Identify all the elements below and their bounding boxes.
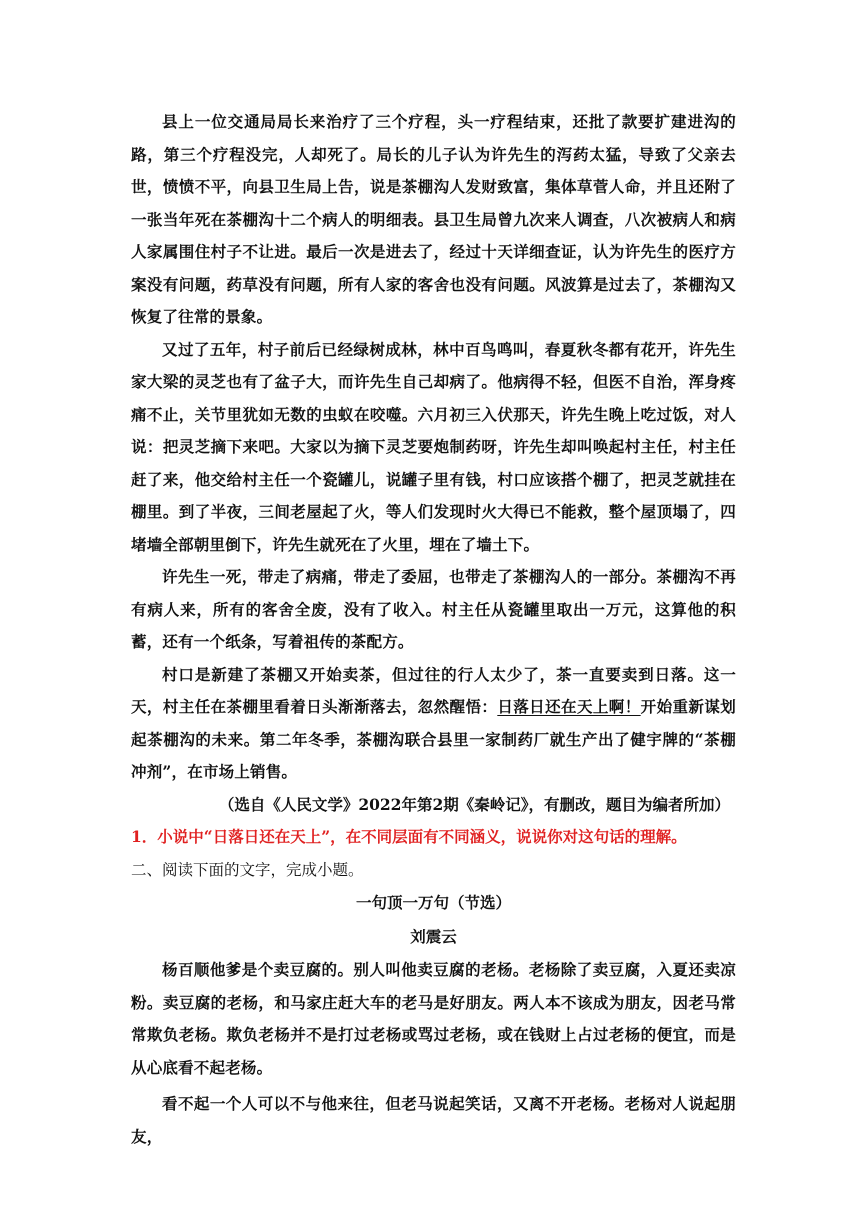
question-1: 1．小说中“日落日还在天上”，在不同层面有不同涵义，说说你对这句话的理解。	[131, 827, 687, 846]
document-body	[131, 106, 736, 1153]
paragraph-4-text-before: 村口是新建了茶棚又开始卖茶，但过往的行人太少了，茶一直要卖到日落。这一天，村主任在茶棚里看着日头渐渐落去，忽然醒悟：	[131, 664, 736, 716]
underlined-key-sentence: 日落日还在天上啊！	[497, 697, 641, 716]
story2-author: 刘震云	[410, 927, 457, 946]
story1-paragraph-2: 又过了五年，村子前后已经绿树成林，林中百鸟鸣叫，春夏秋冬都有花开，许先生家大梁的灵芝也有了盆子大，而许先生自己却病了。他病得不轻，但医不自治，浑身疼痛不止，关节里犹如无数的虫蚁在咬噬。六月初三入伏那天，许先生晚上吃过饭，对人说：把灵芝摘下来吧。大家以为摘下灵芝要炮制药呀，许先生却叫唤起村主任，村主任赶了来，他交给村主任一个瓷罐儿，说罐子里有钱，村口应该搭个棚了，把灵芝就挂在棚里。到了半夜，三间老屋起了火，等人们发现时火大得已不能救，整个屋顶塌了，四堵墙全部朝里倒下，许先生就死在了火里，埋在了墙土下。	[131, 339, 736, 554]
story2-paragraph-1: 杨百顺他爹是个卖豆腐的。别人叫他卖豆腐的老杨。老杨除了卖豆腐，入夏还卖凉粉。卖豆腐的老杨，和马家庄赶大车的老马是好朋友。两人本不该成为朋友，因老马常常欺负老杨。欺负老杨并不是打过老杨或骂过老杨，或在钱财上占过老杨的便宜，而是从心底看不起老杨。	[131, 960, 736, 1077]
story1-paragraph-1: 县上一位交通局局长来治疗了三个疗程，头一疗程结束，还批了款要扩建进沟的路，第三个疗程没完，人却死了。局长的儿子认为许先生的泻药太猛，导致了父亲去世，愤愤不平，向县卫生局上告，说是茶棚沟人发财致富，集体草菅人命，并且还附了一张当年死在茶棚沟十二个病人的明细表。县卫生局曾九次来人调查，八次被病人和病人家属围住村子不让进。最后一次是进去了，经过十天详细查证，认为许先生的医疗方案没有问题，药草没有问题，所有人家的客舍也没有问题。风波算是过去了，茶棚沟又恢复了往常的景象。	[131, 112, 736, 326]
story2-paragraph-2: 看不起一个人可以不与他来往，但老马说起笑话，又离不开老杨。老杨对人说起朋友，	[131, 1094, 736, 1146]
section-heading: 二、阅读下面的文字，完成小题。	[131, 860, 364, 879]
source-citation: （选自《人民文学》2022年第2期《秦岭记》，有删改，题目为编者所加）	[218, 794, 730, 814]
story1-paragraph-4	[131, 659, 736, 789]
paragraph-4-text-after: 开始重新谋划起茶棚沟的未来。第二年冬季，茶棚沟联合县里一家制药厂就生产出了健宇牌的“茶棚冲剂”，在市场上销售。	[131, 697, 736, 781]
story1-paragraph-3: 许先生一死，带走了病痛，带走了委屈，也带走了茶棚沟人的一部分。茶棚沟不再有病人来，所有的客舍全废，没有了收入。村主任从瓷罐里取出一万元，这算他的积蓄，还有一个纸条，写着祖传的茶配方。	[131, 567, 736, 651]
story2-title: 一句顶一万句（节选）	[355, 893, 511, 912]
